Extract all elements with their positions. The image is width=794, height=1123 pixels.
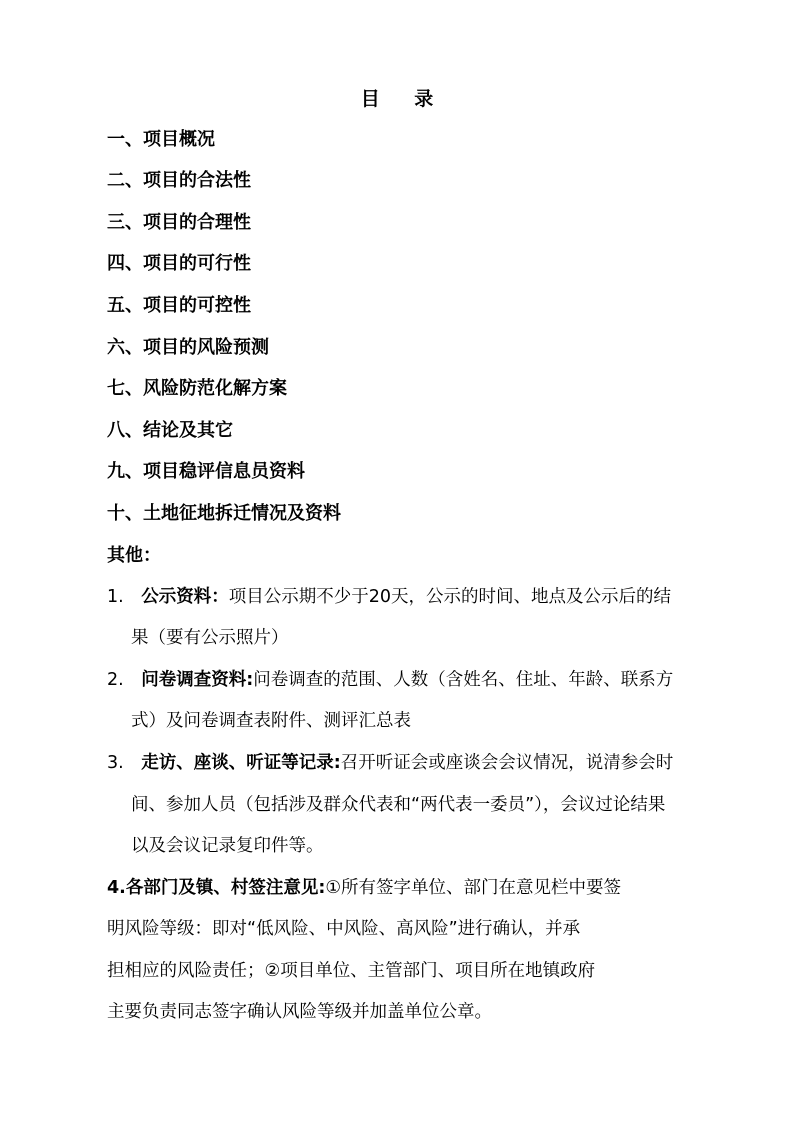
item-text: 式）及问卷调查表附件、测评汇总表 xyxy=(131,711,411,731)
toc-item: 四、项目的可行性 xyxy=(107,253,251,274)
toc-item: 十、土地征地拆迁情况及资料 xyxy=(107,503,341,524)
toc-item: 三、项目的合理性 xyxy=(107,212,251,233)
item-text: 项目公示期不少于20天，公示的时间、地点及公示后的结 xyxy=(228,587,671,607)
toc-item: 八、结论及其它 xyxy=(107,420,233,441)
other-heading: 其他： xyxy=(107,545,161,566)
toc-item: 一、项目概况 xyxy=(107,129,215,150)
toc-item: 六、项目的风险预测 xyxy=(107,337,269,358)
item-text: 果（要有公示照片） xyxy=(131,628,289,648)
toc-item: 九、项目稳评信息员资料 xyxy=(107,461,305,482)
item-text: 担相应的风险责任；②项目单位、主管部门、项目所在地镇政府 xyxy=(107,961,596,981)
item-text: 召开听证会或座谈会会议情况，说清参会时 xyxy=(340,753,674,773)
item-number: 2. xyxy=(107,670,124,690)
item-text: ①所有签字单位、部门在意见栏中要签 xyxy=(325,878,622,898)
item-text: 明风险等级：即对“低风险、中风险、高风险”进行确认，并承 xyxy=(107,919,581,939)
item-text: 以及会议记录复印件等。 xyxy=(131,836,324,856)
item-number: 1. xyxy=(107,587,124,607)
page-title: 目 录 xyxy=(360,88,448,110)
toc-item: 五、项目的可控性 xyxy=(107,295,251,316)
list-item-2-line-1 xyxy=(107,667,673,693)
toc-item: 二、项目的合法性 xyxy=(107,170,251,191)
item-text: 问卷调查的范围、人数（含姓名、住址、年龄、联系方 xyxy=(253,670,674,690)
list-item-4-line-3 xyxy=(107,958,595,984)
list-item-1-line-1 xyxy=(107,584,671,610)
item-number: 4. xyxy=(107,878,126,898)
list-item-2-line-2 xyxy=(131,708,411,734)
list-item-3-line-3 xyxy=(131,833,324,859)
item-number: 3. xyxy=(107,753,124,773)
list-item-3-line-1 xyxy=(107,750,673,776)
list-item-1-line-2 xyxy=(131,625,289,651)
list-item-4-line-1 xyxy=(107,875,621,901)
item-text: 主要负责同志签字确认风险等级并加盖单位公章。 xyxy=(107,1002,492,1022)
item-label: 公示资料： xyxy=(141,587,229,607)
item-label: 问卷调查资料: xyxy=(141,670,254,690)
list-item-3-line-2 xyxy=(131,792,665,818)
list-item-4-line-4 xyxy=(107,999,492,1025)
toc-item: 七、风险防范化解方案 xyxy=(107,378,287,399)
item-label: 走访、座谈、听证等记录: xyxy=(141,753,341,773)
item-text: 间、参加人员（包括涉及群众代表和“两代表一委员”），会议过论结果 xyxy=(131,795,666,815)
list-item-4-line-2 xyxy=(107,916,580,942)
item-label: 各部门及镇、村签注意见: xyxy=(125,878,326,898)
